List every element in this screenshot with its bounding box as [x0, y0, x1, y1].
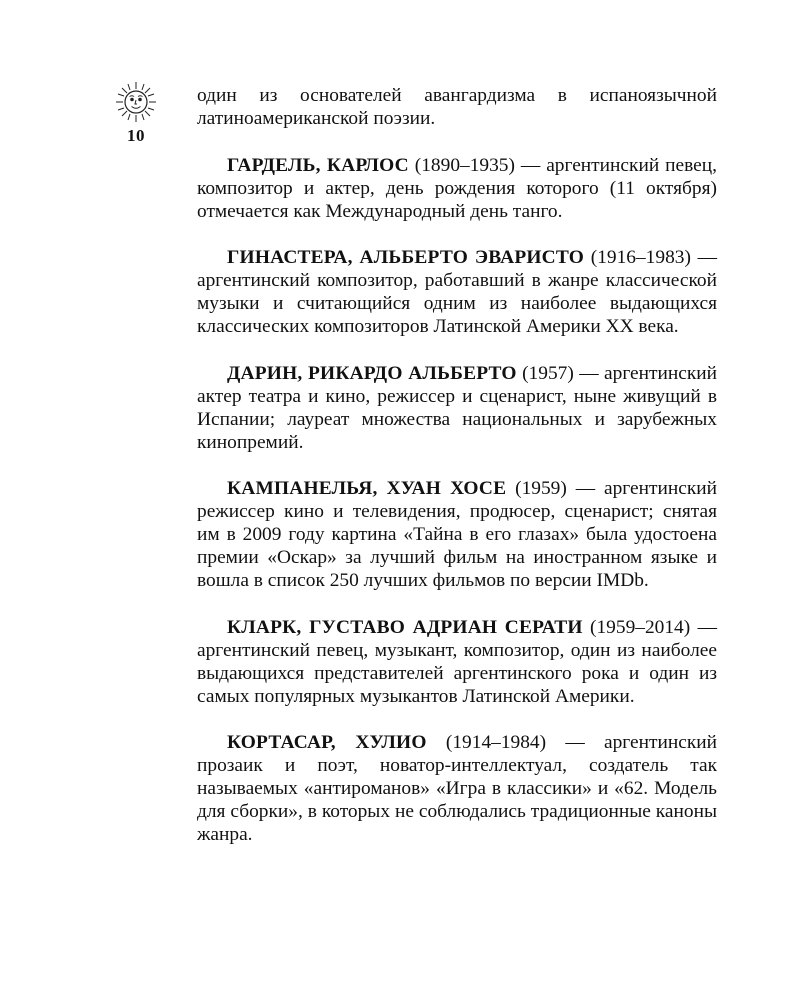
entry-name: ГИНАСТЕРА, АЛЬБЕРТО ЭВАРИСТО [227, 247, 585, 268]
entry-text: (1959–2014) — аргентинский певец, музыкант, композитор, один из наиболее выдающихся представителей аргентинского рока и один из самых популярных музыкантов Латинской Америки. [197, 616, 718, 707]
entry-ginastera [197, 246, 717, 338]
entry-name: ДАРИН, РИКАРДО АЛЬБЕРТО [227, 362, 517, 384]
entry-text: (1914–1984) — аргентинский прозаик и поэт, новатор-интеллектуал, создатель так называемых «антироманов» «Игра в классики» и «62. Модель для сборки», в которых не соблюдались традиционные каноны жанра. [197, 732, 717, 845]
entry-cortazar [197, 731, 717, 846]
entry-cerati [197, 616, 717, 708]
entry-text: (1957) — аргентинский актер театра и кино, режиссер и сценарист, ныне живущий в Испании; лауреат множества национальных и зарубежных кинопремий. [197, 362, 718, 453]
entry-campanella [197, 477, 717, 592]
page-margin [108, 80, 164, 146]
entry-name: ГАРДЕЛЬ, КАРЛОС [227, 154, 409, 176]
sun-face-icon [114, 80, 158, 124]
page-number: 10 [127, 126, 145, 145]
entry-text: (1916–1983) — аргентинский композитор, работавший в жанре классической музыки и считающийся одним из наиболее выдающихся классических композиторов Латинской Америки XX века. [197, 247, 718, 337]
entry-name: КОРТАСАР, ХУЛИО [227, 732, 427, 753]
entry-darin [197, 362, 717, 454]
entry-gardel [197, 154, 717, 223]
entry-name: КАМПАНЕЛЬЯ, ХУАН ХОСЕ [227, 478, 507, 499]
glossary-text [197, 84, 717, 846]
entry-text: (1959) — аргентинский режиссер кино и телевидения, продюсер, сценарист; снятая им в 2009 году картина «Тайна в его глазах» была удостоена премии «Оскар» за лучший фильм на иностранном языке и вошла в список 250 лучших фильмов по версии IMDb. [197, 478, 717, 591]
entry-name: КЛАРК, ГУСТАВО АДРИАН СЕРАТИ [227, 616, 583, 638]
continuation-paragraph: один из основателей авангардизма в испаноязычной латиноамериканской поэзии. [197, 85, 717, 129]
entry-text: (1890–1935) — аргентинский певец, композитор и актер, день рождения которого (11 октября) отмечается как Международный день танго. [197, 154, 717, 222]
